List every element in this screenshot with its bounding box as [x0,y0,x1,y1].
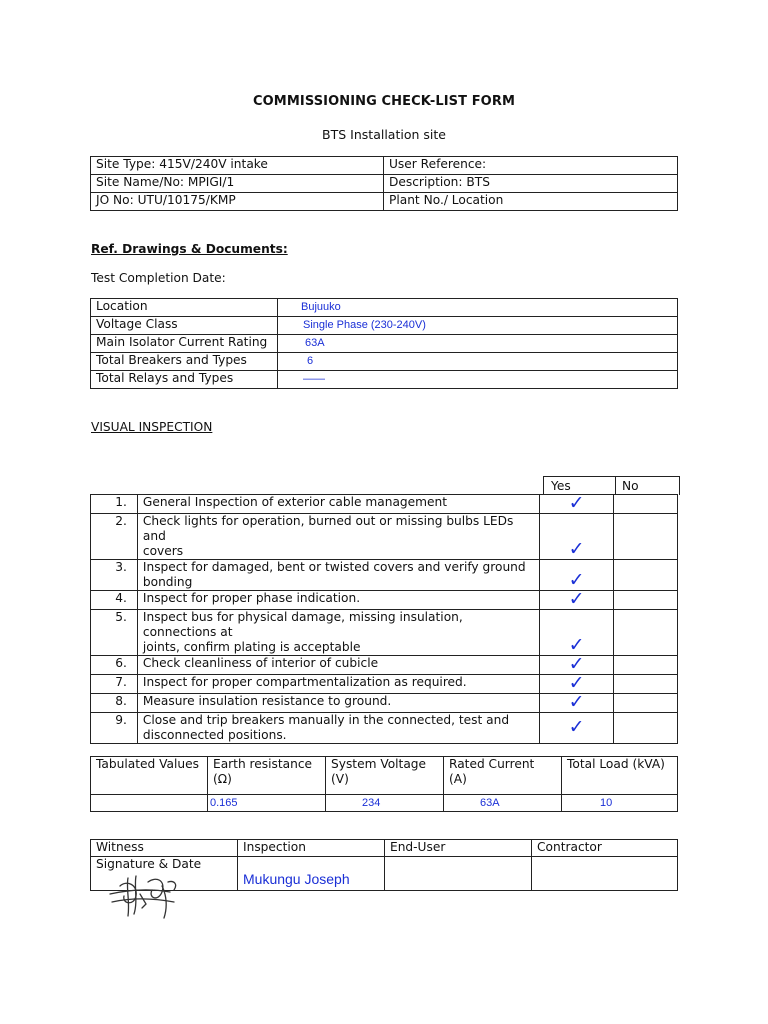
contractor-header: Contractor [532,840,678,857]
header-line: (Ω) [213,772,232,786]
no-cell [613,495,677,514]
table-row [91,353,678,371]
table-row [91,560,678,591]
header-line: Total Load (kVA) [567,757,665,771]
item-line: Check cleanliness of interior of cubicle [142,656,379,670]
item-number: 2. [91,514,138,560]
description-cell: Description: BTS [384,175,678,193]
yes-cell [540,610,613,656]
item-text [137,591,540,610]
location-value [278,299,678,317]
item-line: General Inspection of exterior cable management [142,495,448,509]
yes-column-header: Yes [551,479,571,493]
item-text [137,610,540,656]
rated-current-header [444,757,562,795]
user-reference-cell: User Reference: [384,157,678,175]
isolator-rating-label: Main Isolator Current Rating [91,335,278,353]
table-row [91,591,678,610]
table-row [91,514,678,560]
check-icon: ✓ [568,634,585,656]
total-load-value [562,795,678,812]
isolator-rating-value [278,335,678,353]
total-load-header [562,757,678,795]
table-row [91,335,678,353]
table-row [91,713,678,744]
item-number: 8. [91,694,138,713]
item-line: covers [142,544,184,558]
table-row [91,675,678,694]
item-number: 5. [91,610,138,656]
no-cell [613,560,677,591]
relays-handwritten: —— [303,373,325,385]
no-cell [613,610,677,656]
plant-location-cell: Plant No./ Location [384,193,678,211]
item-line: Measure insulation resistance to ground. [142,694,392,708]
visual-inspection-heading: VISUAL INSPECTION [91,420,213,434]
breakers-label: Total Breakers and Types [91,353,278,371]
table-row [91,193,678,211]
check-icon: ✓ [568,653,585,675]
item-text [137,514,540,560]
earth-resistance-handwritten: 0.165 [210,797,238,809]
table-row [91,299,678,317]
item-line: Inspect for damaged, bent or twisted covers and verify ground [142,560,526,574]
table-row [91,757,678,795]
yes-cell [540,691,613,713]
item-line: Close and trip breakers manually in the connected, test and [142,713,510,727]
location-handwritten: Bujuuko [301,301,341,313]
item-line: Inspect for proper phase indication. [142,591,361,605]
table-row [91,157,678,175]
equipment-details-table [90,298,678,389]
isolator-rating-handwritten: 63A [305,337,325,349]
check-icon: ✓ [568,492,585,514]
check-icon: ✓ [568,588,585,610]
header-line: System Voltage [331,757,427,771]
no-cell [613,591,677,610]
earth-resistance-value [208,795,326,812]
tabulated-header [91,757,208,795]
voltage-class-handwritten: Single Phase (230-240V) [303,319,426,331]
relays-value [278,371,678,389]
item-number: 3. [91,560,138,591]
item-text [137,560,540,591]
table-row [91,175,678,193]
inspection-header: Inspection [238,840,385,857]
witness-header: Witness [91,840,238,857]
breakers-value [278,353,678,371]
form-subtitle: BTS Installation site [322,127,446,142]
table-row [91,495,678,514]
signature-date-label: Signature & Date [91,857,238,891]
no-column-header: No [622,479,639,493]
table-row [91,317,678,335]
table-row [91,371,678,389]
check-icon: ✓ [568,691,585,713]
item-text [137,675,540,694]
item-number: 9. [91,713,138,744]
check-icon: ✓ [568,716,585,738]
end-user-header: End-User [385,840,532,857]
system-voltage-header [326,757,444,795]
voltage-class-label: Voltage Class [91,317,278,335]
breakers-handwritten: 6 [307,355,314,367]
item-line: Inspect bus for physical damage, missing insulation, connections at [142,610,463,639]
yes-cell [540,588,613,610]
item-line: joints, confirm plating is acceptable [142,640,361,654]
item-number: 6. [91,656,138,675]
form-title: COMMISSIONING CHECK-LIST FORM [253,94,515,109]
table-row [91,840,678,857]
header-line: Earth resistance [213,757,313,771]
header-line: (V) [331,772,349,786]
relays-label: Total Relays and Types [91,371,278,389]
check-icon: ✓ [568,672,585,694]
no-cell [613,675,677,694]
item-text [137,694,540,713]
item-text [137,713,540,744]
rated-current-handwritten: 63A [480,797,500,809]
contractor-signature-cell [532,857,678,891]
item-number: 4. [91,591,138,610]
voltage-class-value [278,317,678,335]
handwritten-signature [108,872,188,920]
header-line: Rated Current (A) [449,757,535,786]
table-row [91,795,678,812]
tabulated-empty-cell [91,795,208,812]
item-line: disconnected positions. [142,728,287,742]
site-name-cell: Site Name/No: MPIGI/1 [91,175,384,193]
item-text [137,495,540,514]
system-voltage-handwritten: 234 [362,797,381,809]
no-cell [613,694,677,713]
site-type-cell: Site Type: 415V/240V intake [91,157,384,175]
yes-cell [540,713,613,744]
location-label: Location [91,299,278,317]
inspector-name: Mukungu Joseph [243,871,350,887]
check-icon: ✓ [568,569,585,591]
table-row [91,694,678,713]
site-info-table [90,156,678,211]
no-cell [613,656,677,675]
header-line: Tabulated Values [96,757,199,771]
check-icon: ✓ [568,538,585,560]
item-line: bonding [142,575,193,589]
system-voltage-value [326,795,444,812]
earth-resistance-header [208,757,326,795]
test-completion-label: Test Completion Date: [91,271,226,285]
item-text [137,656,540,675]
item-line: Check lights for operation, burned out or missing bulbs LEDs and [142,514,514,543]
ref-drawings-heading: Ref. Drawings & Documents: [91,242,288,256]
rated-current-value [444,795,562,812]
item-number: 7. [91,675,138,694]
yes-cell [540,560,613,591]
inspection-signature-cell [238,857,385,891]
tabulated-values-table [90,756,678,812]
no-cell [613,514,677,560]
item-line: Inspect for proper compartmentalization as required. [142,675,467,689]
end-user-signature-cell [385,857,532,891]
table-row [91,610,678,656]
yes-cell [540,492,613,514]
table-row [91,656,678,675]
jo-number-cell: JO No: UTU/10175/KMP [91,193,384,211]
visual-inspection-table [90,494,678,744]
yes-no-header [543,476,680,495]
yes-cell [540,514,613,560]
item-number: 1. [91,495,138,514]
no-cell [613,713,677,744]
total-load-handwritten: 10 [600,797,613,809]
